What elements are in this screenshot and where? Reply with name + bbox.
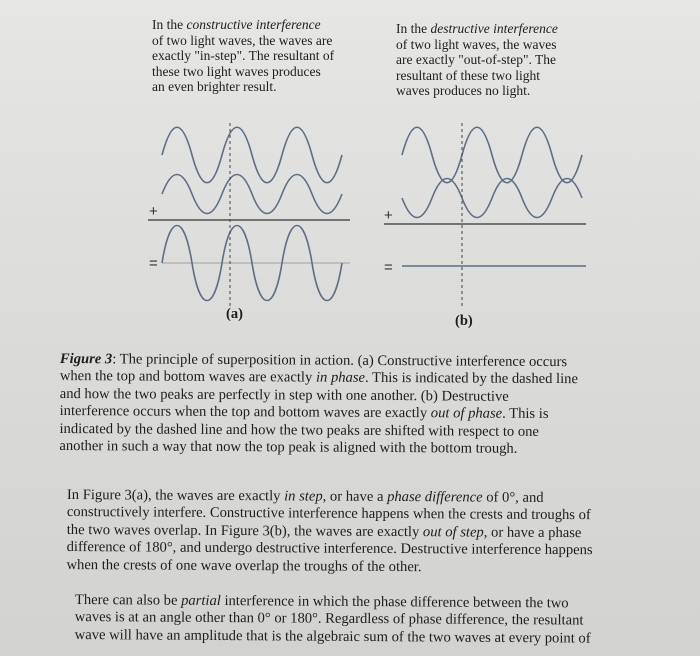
body-paragraph-2 (75, 592, 591, 648)
constructive-line-5: an even brighter result. (152, 79, 277, 94)
caption-line-6: another in such a way that now the top peak is aligned with the bottom trough. (59, 438, 518, 457)
caption-line-1: Figure 3: The principle of superposition in action. (a) Constructive interference occurs (59, 351, 568, 371)
body2-line-3: wave will have an amplitude that is the algebraic sum of the two waves at every point of (74, 626, 591, 647)
body1-line-2: constructively interfere. Constructive interference happens when the crests and troughs of (66, 504, 591, 524)
equals-symbol-b: = (384, 259, 393, 276)
wave-b-middle (402, 179, 582, 218)
constructive-line-1: In the constructive interference (152, 17, 321, 32)
caption-line-5: indicated by the dashed line and how the two peaks are shifted with respect to one (59, 420, 539, 440)
equals-symbol-a: = (149, 255, 158, 272)
destructive-line-4: resultant of these two light (396, 67, 540, 83)
destructive-interference-diagram (376, 118, 591, 313)
destructive-line-1: In the destructive interference (396, 21, 558, 36)
diagram-label-a: (a) (226, 306, 243, 322)
caption-line-3: and how the two peaks are perfectly in step with one another. (b) Destructive (59, 385, 509, 405)
destructive-line-3: are exactly "out-of-step". The (396, 52, 556, 67)
body1-line-1: In Figure 3(a), the waves are exactly in step, or have a phase difference of 0°, and (66, 487, 544, 506)
constructive-description (152, 17, 357, 95)
figure-label: Figure 3 (59, 351, 113, 368)
wave-b-top (402, 127, 582, 183)
body1-line-5: when the crests of one wave overlap the troughs of the other. (66, 556, 422, 575)
destructive-line-2: of two light waves, the waves (396, 36, 557, 52)
wave-a-middle (162, 175, 342, 214)
constructive-term: constructive interference (186, 17, 321, 32)
destructive-description (396, 21, 596, 99)
plus-symbol-a: + (149, 203, 158, 220)
body1-line-4: difference of 180°, and undergo destructive interference. Destructive interference happens (66, 539, 593, 559)
body-paragraph-1 (66, 487, 593, 577)
constructive-line-4: these two light waves produces (152, 63, 321, 79)
body1-line-3: the two waves overlap. In Figure 3(b), the waves are exactly out of step, or have a phase (66, 521, 582, 541)
plus-symbol-b: + (384, 207, 393, 224)
caption-line-2: when the top and bottom waves are exactly in phase. This is indicated by the dashed line (59, 368, 578, 388)
caption-line-4: interference occurs when the top and bottom waves are exactly out of phase. This is (59, 403, 549, 423)
destructive-line-5: waves produces no light. (396, 83, 531, 98)
destructive-term: destructive interference (430, 21, 558, 36)
constructive-line-2: of two light waves, the waves are (152, 32, 333, 48)
body2-line-1: There can also be partial interference in which the phase difference between the two (74, 592, 569, 612)
diagram-label-b: (b) (455, 313, 473, 329)
constructive-interference-diagram (140, 118, 360, 313)
figure-caption (59, 351, 578, 459)
constructive-line-3: exactly "in-step". The resultant of (152, 48, 335, 63)
body2-line-2: waves is at an angle other than 0° or 180°. Regardless of phase difference, the resultant (74, 609, 584, 629)
wave-a-top (162, 127, 342, 183)
